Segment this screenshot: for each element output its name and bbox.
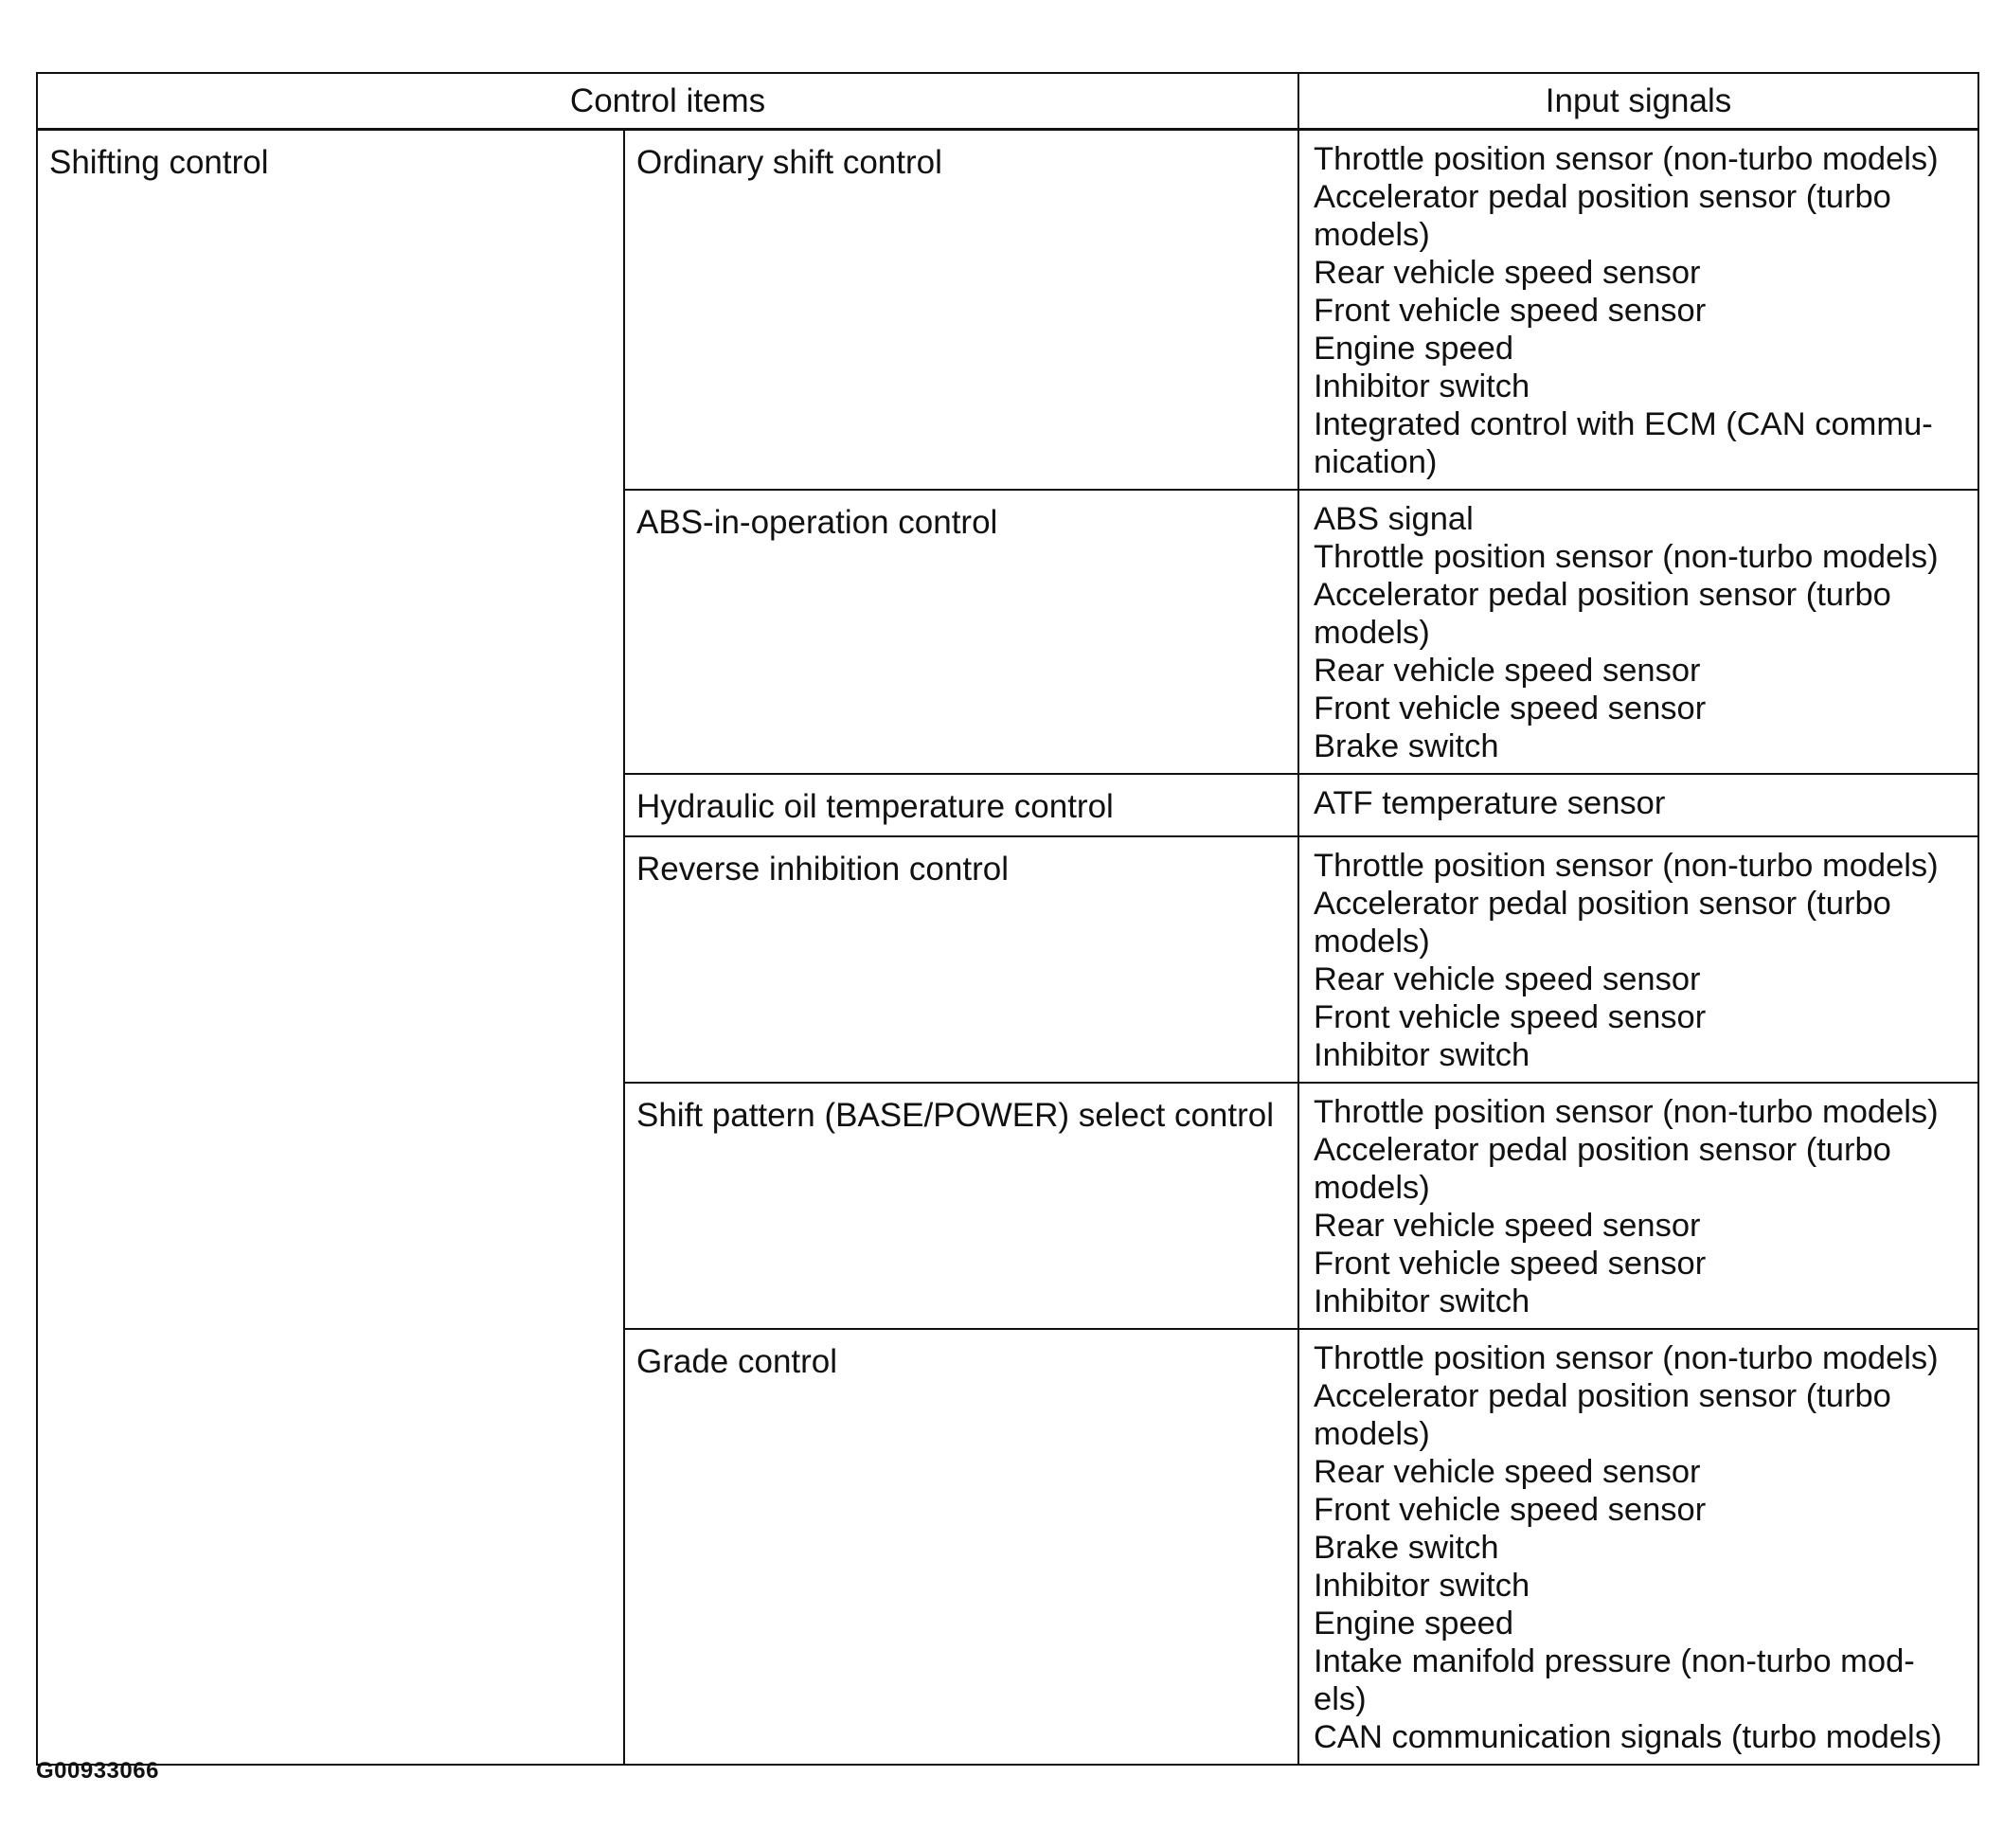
- signal-line: CAN communication signals (turbo models): [1314, 1719, 1942, 1755]
- signal-line: Rear vehicle speed sensor: [1314, 961, 1701, 997]
- signal-line: ATF temperature sensor: [1314, 785, 1666, 821]
- category-cell: Shifting control: [37, 130, 624, 1766]
- signal-line: Throttle position sensor (non-turbo models): [1314, 848, 1939, 884]
- signal-line: Intake manifold pressure (non-turbo mod-: [1314, 1643, 1915, 1679]
- signal-line: nication): [1314, 444, 1438, 480]
- signal-line: models): [1314, 924, 1430, 960]
- signal-line: Throttle position sensor (non-turbo models): [1314, 1094, 1939, 1130]
- signal-line: Accelerator pedal position sensor (turbo: [1314, 886, 1891, 922]
- signal-line: Front vehicle speed sensor: [1314, 1246, 1707, 1282]
- signal-line: Inhibitor switch: [1314, 1037, 1530, 1073]
- signal-line: Throttle position sensor (non-turbo models): [1314, 141, 1939, 177]
- header-input-signals: Input signals: [1298, 73, 1978, 130]
- input-signals-cell: [1298, 130, 1978, 491]
- control-signals-table: [36, 72, 1979, 1766]
- signal-line: Front vehicle speed sensor: [1314, 1492, 1707, 1528]
- signal-line: Inhibitor switch: [1314, 1568, 1530, 1604]
- figure-id-label: G00933066: [36, 1758, 159, 1784]
- signal-line: Inhibitor switch: [1314, 1283, 1530, 1319]
- signal-line: models): [1314, 615, 1430, 651]
- signal-line: Front vehicle speed sensor: [1314, 691, 1707, 727]
- control-item-cell: Reverse inhibition control: [624, 836, 1298, 1083]
- signal-line: Inhibitor switch: [1314, 368, 1530, 404]
- signal-line: Rear vehicle speed sensor: [1314, 1208, 1701, 1244]
- signal-line: Accelerator pedal position sensor (turbo: [1314, 1132, 1891, 1168]
- signal-line: Engine speed: [1314, 331, 1514, 367]
- input-signals-cell: [1298, 836, 1978, 1083]
- signal-line: Accelerator pedal position sensor (turbo: [1314, 179, 1891, 215]
- input-signals-cell: [1298, 1083, 1978, 1329]
- signal-line: ABS signal: [1314, 501, 1474, 537]
- signal-line: Throttle position sensor (non-turbo models): [1314, 1340, 1939, 1376]
- signal-line: Integrated control with ECM (CAN commu-: [1314, 406, 1933, 442]
- control-item-cell: Ordinary shift control: [624, 130, 1298, 491]
- input-signals-cell: [1298, 490, 1978, 774]
- signal-line: Rear vehicle speed sensor: [1314, 653, 1701, 689]
- signal-line: Accelerator pedal position sensor (turbo: [1314, 1378, 1891, 1414]
- signal-line: models): [1314, 217, 1430, 253]
- signal-line: Throttle position sensor (non-turbo models): [1314, 539, 1939, 575]
- signal-line: Rear vehicle speed sensor: [1314, 1454, 1701, 1490]
- table-body: [37, 130, 1978, 1766]
- signal-line: models): [1314, 1170, 1430, 1206]
- signal-line: Rear vehicle speed sensor: [1314, 255, 1701, 291]
- signal-line: Accelerator pedal position sensor (turbo: [1314, 577, 1891, 613]
- input-signals-cell: [1298, 1329, 1978, 1765]
- control-item-cell: Grade control: [624, 1329, 1298, 1765]
- signal-line: Engine speed: [1314, 1606, 1514, 1642]
- table-header-row: [37, 73, 1978, 130]
- input-signals-cell: [1298, 774, 1978, 836]
- table-row: [37, 130, 1978, 491]
- control-item-cell: ABS-in-operation control: [624, 490, 1298, 774]
- signal-line: models): [1314, 1416, 1430, 1452]
- signal-line: Front vehicle speed sensor: [1314, 293, 1707, 329]
- signal-line: Brake switch: [1314, 728, 1499, 764]
- signal-line: els): [1314, 1681, 1367, 1717]
- signal-line: Front vehicle speed sensor: [1314, 999, 1707, 1035]
- control-item-cell: Hydraulic oil temperature control: [624, 774, 1298, 836]
- control-item-cell: Shift pattern (BASE/POWER) select control: [624, 1083, 1298, 1329]
- signal-line: Brake switch: [1314, 1530, 1499, 1566]
- header-control-items: Control items: [37, 73, 1298, 130]
